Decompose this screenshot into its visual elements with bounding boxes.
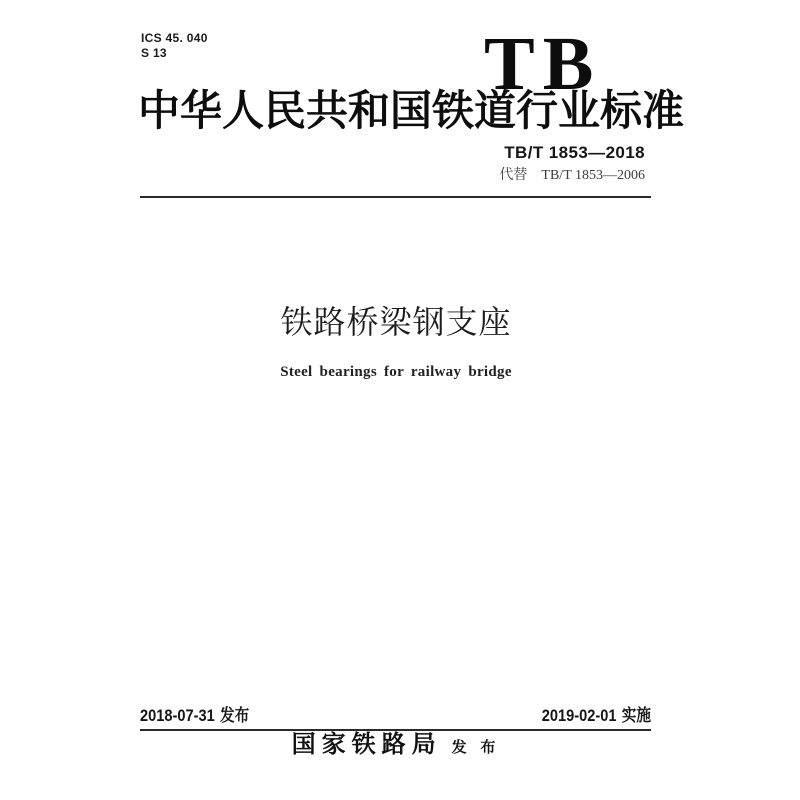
issue-date-line <box>140 707 249 726</box>
ics-code: ICS 45. 040 <box>141 31 208 45</box>
publisher-action-label: 发 布 <box>451 740 501 756</box>
standard-category-title: 中华人民共和国铁道行业标准 <box>138 89 685 135</box>
replaced-standard-number: TB/T 1853—2006 <box>541 167 645 183</box>
dates-row <box>140 707 651 726</box>
ics-code-block <box>141 31 208 61</box>
publisher-name: 国家铁路局 <box>291 732 442 758</box>
implementation-label: 实施 <box>621 706 651 725</box>
replaces-note <box>499 168 645 183</box>
header-rule <box>140 196 651 198</box>
publisher-row <box>0 733 792 758</box>
replaces-prefix: 代替 <box>499 167 528 183</box>
classification-code: S 13 <box>141 46 167 60</box>
implementation-date-line <box>542 707 651 726</box>
standard-number-block <box>499 144 645 183</box>
implementation-date: 2019-02-01 <box>541 706 617 725</box>
tb-logo: TB <box>484 22 602 106</box>
issue-date: 2018-07-31 <box>140 706 215 725</box>
document-title: 铁路桥梁钢支座 <box>280 304 512 340</box>
footer-rule <box>140 729 651 731</box>
issue-label: 发布 <box>219 706 250 725</box>
document-title-english: Steel bearings for railway bridge <box>280 364 512 380</box>
standard-number: TB/T 1853—2018 <box>504 143 645 162</box>
